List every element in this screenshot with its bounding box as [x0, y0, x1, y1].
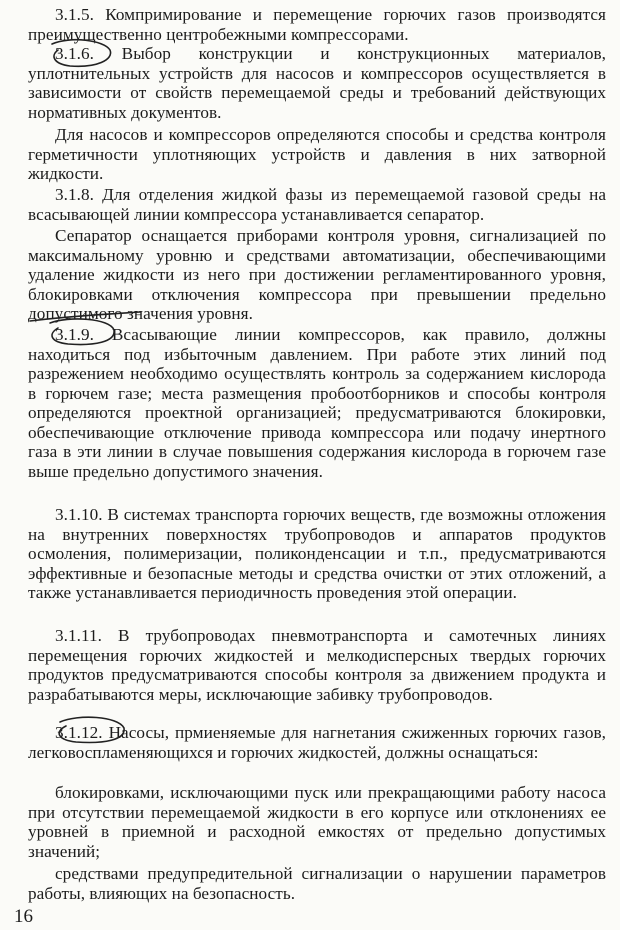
paragraph-3-1-9: 3.1.9. Всасывающие линии компрессоров, как правило, должны находиться под избыточным давлением. При работе этих линий под разрежением необходимо осуществлять контроль за содержанием кислорода в горючем газе; места размещения пробоотборников и способы контроля определяются проектной организацией; предусматриваются блокировки, обеспечивающие отключение привода компрессора или подачу инертного газа в эти линии в случае повышения содержания кислорода в горючем газе выше предельно допустимого значения.: [28, 325, 606, 481]
paragraph-3-1-8: 3.1.8. Для отделения жидкой фазы из перемещаемой газовой среды на всасывающей линии компрессора устанавливается сепаратор.: [28, 185, 606, 224]
paragraph-3-1-10: 3.1.10. В системах транспорта горючих веществ, где возможны отложения на внутренних поверхностях трубопроводов и аппаратов продуктов осмоления, полимеризации, поликонденсации и т.п., предусматриваются эффективные и безопасные методы и средства очистки от этих отложений, а также устанавливается периодичность проведения этой операции.: [28, 505, 606, 602]
paragraph-3-1-12: 3.1.12. Насосы, прмиеняемые для нагнетания сжиженных горючих газов, легковоспламеняющихся и горючих жидкостей, должны оснащаться:: [28, 723, 606, 762]
paragraph-3-1-6: 3.1.6. Выбор конструкции и конструкционных материалов, уплотнительных устройств для насосов и компрессоров осуществляется в зависимости от свойств перемещаемой среды и требований действующих нормативных документов.: [28, 44, 606, 122]
page-number: 16: [14, 906, 33, 927]
paragraph-3-1-11: 3.1.11. В трубопроводах пневмотранспорта и самотечных линиях перемещения горючих жидкостей и мелкодисперсных твердых горючих продуктов предусматриваются способы контроля за движением продукта и разрабатываются меры, исключающие забивку трубопроводов.: [28, 626, 606, 704]
paragraph-control: Для насосов и компрессоров определяются способы и средства контроля герметичности уплотняющих устройств и давления в них затворной жидкости.: [28, 125, 606, 183]
paragraph-interlocks: блокировками, исключающими пуск или прекращающими работу насоса при отсутствии перемещаемой жидкости в его корпусе или отклонениях ее уровней в приемной и расходной емкостях от предельно допустимых значений;: [28, 783, 606, 861]
paragraph-3-1-5: 3.1.5. Компримирование и перемещение горючих газов производятся преимущественно центробежными компрессорами.: [28, 5, 606, 44]
paragraph-alarm: средствами предупредительной сигнализации о нарушении параметров работы, влияющих на безопасность.: [28, 864, 606, 903]
paragraph-separator: Сепаратор оснащается приборами контроля уровня, сигнализацией по максимальному уровню и средствами автоматизации, обеспечивающими удаление жидкости из него при достижении регламентированного уровня, блокировками отключения компрессора при превышении предельно допустимого значения уровня.: [28, 226, 606, 323]
